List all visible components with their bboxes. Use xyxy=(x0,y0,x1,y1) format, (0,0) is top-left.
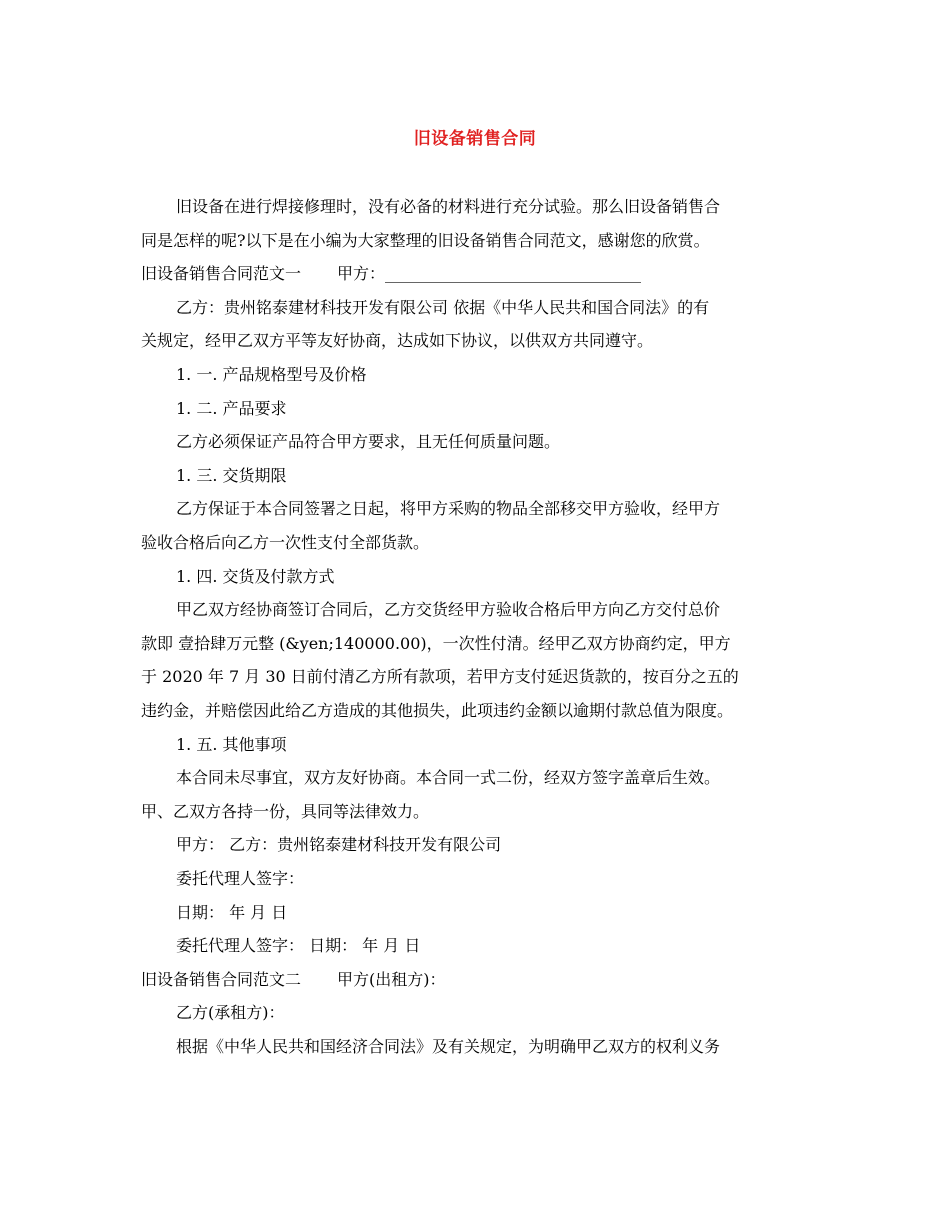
text-line: 日期： 年 月 日 xyxy=(176,903,288,922)
text-line: 旧设备在进行焊接修理时，没有必备的材料进行充分试验。那么旧设备销售合 xyxy=(176,197,721,216)
text-line: 甲乙双方经协商签订合同后，乙方交货经甲方验收合格后甲方向乙方交付总价 xyxy=(176,600,721,619)
text-line: 甲、乙双方各持一份，具同等法律效力。 xyxy=(141,802,430,821)
text-line: 于 2020 年 7 月 30 日前付清乙方所有款项，若甲方支付延迟货款的，按百分之五的 xyxy=(141,667,739,686)
text-line: 乙方必须保证产品符合甲方要求，且无任何质量问题。 xyxy=(176,432,561,451)
text-line: 本合同未尽事宜，双方友好协商。本合同一式二份，经双方签字盖章后生效。 xyxy=(176,768,721,787)
section-heading: 旧设备销售合同范文二 xyxy=(141,970,302,989)
text-line: 1. 四. 交货及付款方式 xyxy=(176,567,335,586)
text-line xyxy=(141,970,446,990)
text-line: 1. 五. 其他事项 xyxy=(176,735,287,754)
text-line: 关规定，经甲乙双方平等友好协商，达成如下协议，以供双方共同遵守。 xyxy=(141,331,654,350)
text-line: 乙方保证于本合同签署之日起，将甲方采购的物品全部移交甲方验收，经甲方 xyxy=(176,499,721,518)
text-line: 违约金，并赔偿因此给乙方造成的其他损失，此项违约金额以逾期付款总值为限度。 xyxy=(141,701,734,720)
text-line: 验收合格后向乙方一次性支付全部货款。 xyxy=(141,533,430,552)
text-line: 委托代理人签字： 日期： 年 月 日 xyxy=(176,936,421,955)
text-line: 甲方： 乙方：贵州铭泰建材科技开发有限公司 xyxy=(176,835,502,854)
party-label: 甲方：________________________________ xyxy=(337,264,642,283)
text-line: 款即 壹拾肆万元整 (&yen;140000.00)，一次性付清。经甲乙双方协商约定，甲方 xyxy=(141,634,731,653)
text-line: 1. 二. 产品要求 xyxy=(176,399,287,418)
text-line: 同是怎样的呢?以下是在小编为大家整理的旧设备销售合同范文，感谢您的欣赏。 xyxy=(141,231,710,250)
text-line: 1. 一. 产品规格型号及价格 xyxy=(176,365,367,384)
text-line: 根据《中华人民共和国经济合同法》及有关规定，为明确甲乙双方的权利义务 xyxy=(176,1037,721,1056)
text-line xyxy=(141,264,641,284)
party-label: 甲方(出租方)： xyxy=(337,970,446,989)
text-line: 委托代理人签字： xyxy=(176,869,305,888)
text-line: 乙方：贵州铭泰建材科技开发有限公司 依据《中华人民共和国合同法》的有 xyxy=(176,298,710,317)
text-line: 乙方(承租方)： xyxy=(176,1003,285,1022)
section-heading: 旧设备销售合同范文一 xyxy=(141,264,302,283)
document-title: 旧设备销售合同 xyxy=(413,129,537,149)
text-line: 1. 三. 交货期限 xyxy=(176,466,287,485)
